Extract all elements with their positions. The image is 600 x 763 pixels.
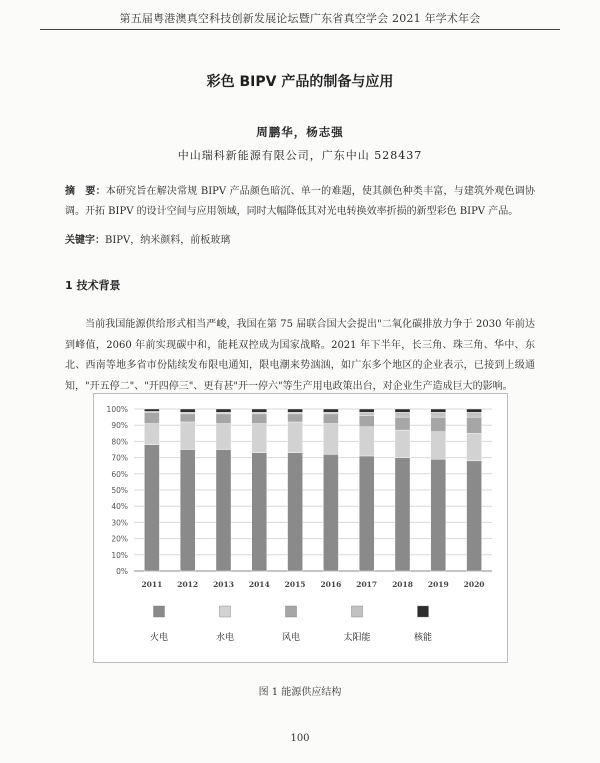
bar-segment-1 bbox=[288, 453, 303, 571]
body-paragraph: 当前我国能源供给形式相当严峻，我国在第 75 届联合国大会提出"二氧化碳排放力争于 2030 年前达到峰值，2060 年前实现碳中和，能耗双控成为国家战略。2021 年下半年，长三角、珠三角、华中、东北、西南等地多省市份陆续发布限电通知，限电潮来势汹汹，如广东多个地区的企业表示，已接到上级通知，"开五停二"、"开四停三"、更有甚"开一停六"等生产用电政策出台，对企业生产造成巨大的影响。 bbox=[65, 319, 535, 392]
bar-segment-2 bbox=[144, 424, 159, 445]
bar-segment-2 bbox=[252, 424, 267, 453]
bar-segment-1 bbox=[359, 456, 374, 571]
y-tick-label: 60% bbox=[111, 469, 128, 479]
bar-segment-3 bbox=[323, 414, 338, 424]
bar-segment-1 bbox=[467, 461, 482, 571]
bar-segment-1 bbox=[395, 458, 410, 571]
legend-swatch bbox=[352, 606, 363, 617]
keywords bbox=[65, 231, 535, 251]
bar-segment-4 bbox=[467, 412, 482, 417]
bar-segment-1 bbox=[180, 450, 195, 572]
bar-segment-3 bbox=[431, 417, 446, 432]
bar-segment-2 bbox=[180, 422, 195, 450]
bar-segment-4 bbox=[323, 412, 338, 414]
x-tick-label: 2018 bbox=[392, 580, 413, 589]
y-tick-label: 0% bbox=[116, 567, 128, 576]
bar-segment-3 bbox=[216, 414, 231, 424]
bar-segment-1 bbox=[323, 454, 338, 571]
bar-segment-2 bbox=[467, 433, 482, 461]
paper-title: 彩色 BIPV 产品的制备与应用 bbox=[206, 74, 394, 90]
bar-segment-3 bbox=[467, 417, 482, 433]
abstract-label: 摘 要： bbox=[65, 186, 106, 197]
section-heading: 1 技术背景 bbox=[65, 279, 121, 292]
running-header: 第五届粤港澳真空科技创新发展论坛暨广东省真空学会 2021 年学术年会 bbox=[119, 12, 481, 25]
bar-segment-5 bbox=[216, 409, 231, 412]
bar-segment-5 bbox=[288, 409, 303, 412]
figure-caption: 图 1 能源供应结构 bbox=[258, 687, 342, 698]
bar-segment-4 bbox=[359, 412, 374, 415]
bar-segment-5 bbox=[144, 409, 159, 411]
header-rule bbox=[40, 29, 560, 30]
legend-label: 太阳能 bbox=[343, 633, 371, 643]
bar-segment-2 bbox=[288, 422, 303, 453]
bar-segment-2 bbox=[431, 432, 446, 460]
legend-swatch bbox=[154, 606, 165, 617]
bar-segment-3 bbox=[288, 414, 303, 422]
bar-segment-5 bbox=[395, 409, 410, 412]
bar-segment-3 bbox=[252, 414, 267, 424]
x-tick-label: 2020 bbox=[463, 580, 485, 589]
bar-segment-3 bbox=[180, 414, 195, 422]
stacked-bar-chart bbox=[94, 394, 507, 662]
x-tick-label: 2014 bbox=[248, 580, 270, 589]
x-tick-label: 2012 bbox=[177, 580, 199, 589]
bar-segment-1 bbox=[144, 445, 159, 571]
abstract-text: 本研究旨在解决常规 BIPV 产品颜色暗沉、单一的难题，使其颜色种类丰富，与建筑外观色调协调。开拓 BIPV 的设计空间与应用领域，同时大幅降低其对光电转换效率折损的新型彩色 BIPV 产品。 bbox=[65, 186, 535, 217]
x-tick-label: 2016 bbox=[320, 580, 342, 589]
abstract bbox=[65, 182, 535, 222]
y-tick-label: 10% bbox=[111, 550, 128, 560]
figure-energy-structure bbox=[93, 393, 508, 663]
legend-swatch bbox=[418, 606, 429, 617]
bar-segment-5 bbox=[431, 409, 446, 412]
bar-segment-3 bbox=[359, 415, 374, 426]
bar-segment-4 bbox=[395, 412, 410, 417]
bar-segment-4 bbox=[216, 412, 231, 414]
bar-segment-1 bbox=[431, 459, 446, 571]
y-tick-label: 50% bbox=[111, 486, 128, 495]
y-tick-label: 70% bbox=[111, 453, 128, 463]
x-tick-label: 2015 bbox=[284, 580, 306, 589]
y-tick-label: 30% bbox=[111, 518, 128, 528]
y-tick-label: 100% bbox=[106, 405, 128, 414]
keywords-text: BIPV，纳米颜料，前板玻璃 bbox=[105, 235, 231, 246]
bar-segment-4 bbox=[180, 412, 195, 414]
bar-segment-5 bbox=[323, 409, 338, 412]
bar-segment-5 bbox=[467, 409, 482, 412]
legend-swatch bbox=[220, 606, 231, 617]
y-tick-label: 90% bbox=[111, 421, 128, 431]
bar-segment-3 bbox=[395, 417, 410, 430]
affiliation: 中山瑞科新能源有限公司，广东中山 528437 bbox=[177, 149, 423, 162]
y-tick-label: 80% bbox=[111, 437, 128, 447]
bar-segment-2 bbox=[323, 424, 338, 455]
x-tick-label: 2019 bbox=[427, 580, 449, 589]
bar-segment-2 bbox=[216, 424, 231, 450]
bar-segment-4 bbox=[431, 412, 446, 417]
legend-label: 风电 bbox=[281, 633, 301, 643]
bar-segment-5 bbox=[359, 409, 374, 412]
bar-segment-3 bbox=[144, 412, 159, 423]
legend-label: 火电 bbox=[149, 633, 169, 643]
x-tick-label: 2013 bbox=[213, 580, 234, 589]
bar-segment-4 bbox=[288, 412, 303, 414]
bar-segment-2 bbox=[359, 427, 374, 456]
legend-swatch bbox=[286, 606, 297, 617]
bar-segment-1 bbox=[216, 450, 231, 572]
y-tick-label: 20% bbox=[111, 534, 128, 544]
authors: 周鹏华，杨志强 bbox=[256, 125, 344, 139]
keywords-label: 关键字： bbox=[65, 235, 105, 246]
y-tick-label: 40% bbox=[111, 502, 128, 512]
bar-segment-5 bbox=[252, 409, 267, 412]
x-tick-label: 2011 bbox=[141, 580, 163, 589]
x-tick-label: 2017 bbox=[356, 580, 378, 589]
bar-segment-5 bbox=[180, 409, 195, 412]
legend-label: 水电 bbox=[215, 633, 235, 643]
bar-segment-4 bbox=[252, 412, 267, 414]
page-number: 100 bbox=[290, 733, 310, 744]
bar-segment-1 bbox=[252, 453, 267, 571]
bar-segment-2 bbox=[395, 430, 410, 458]
legend-label: 核能 bbox=[413, 633, 433, 643]
